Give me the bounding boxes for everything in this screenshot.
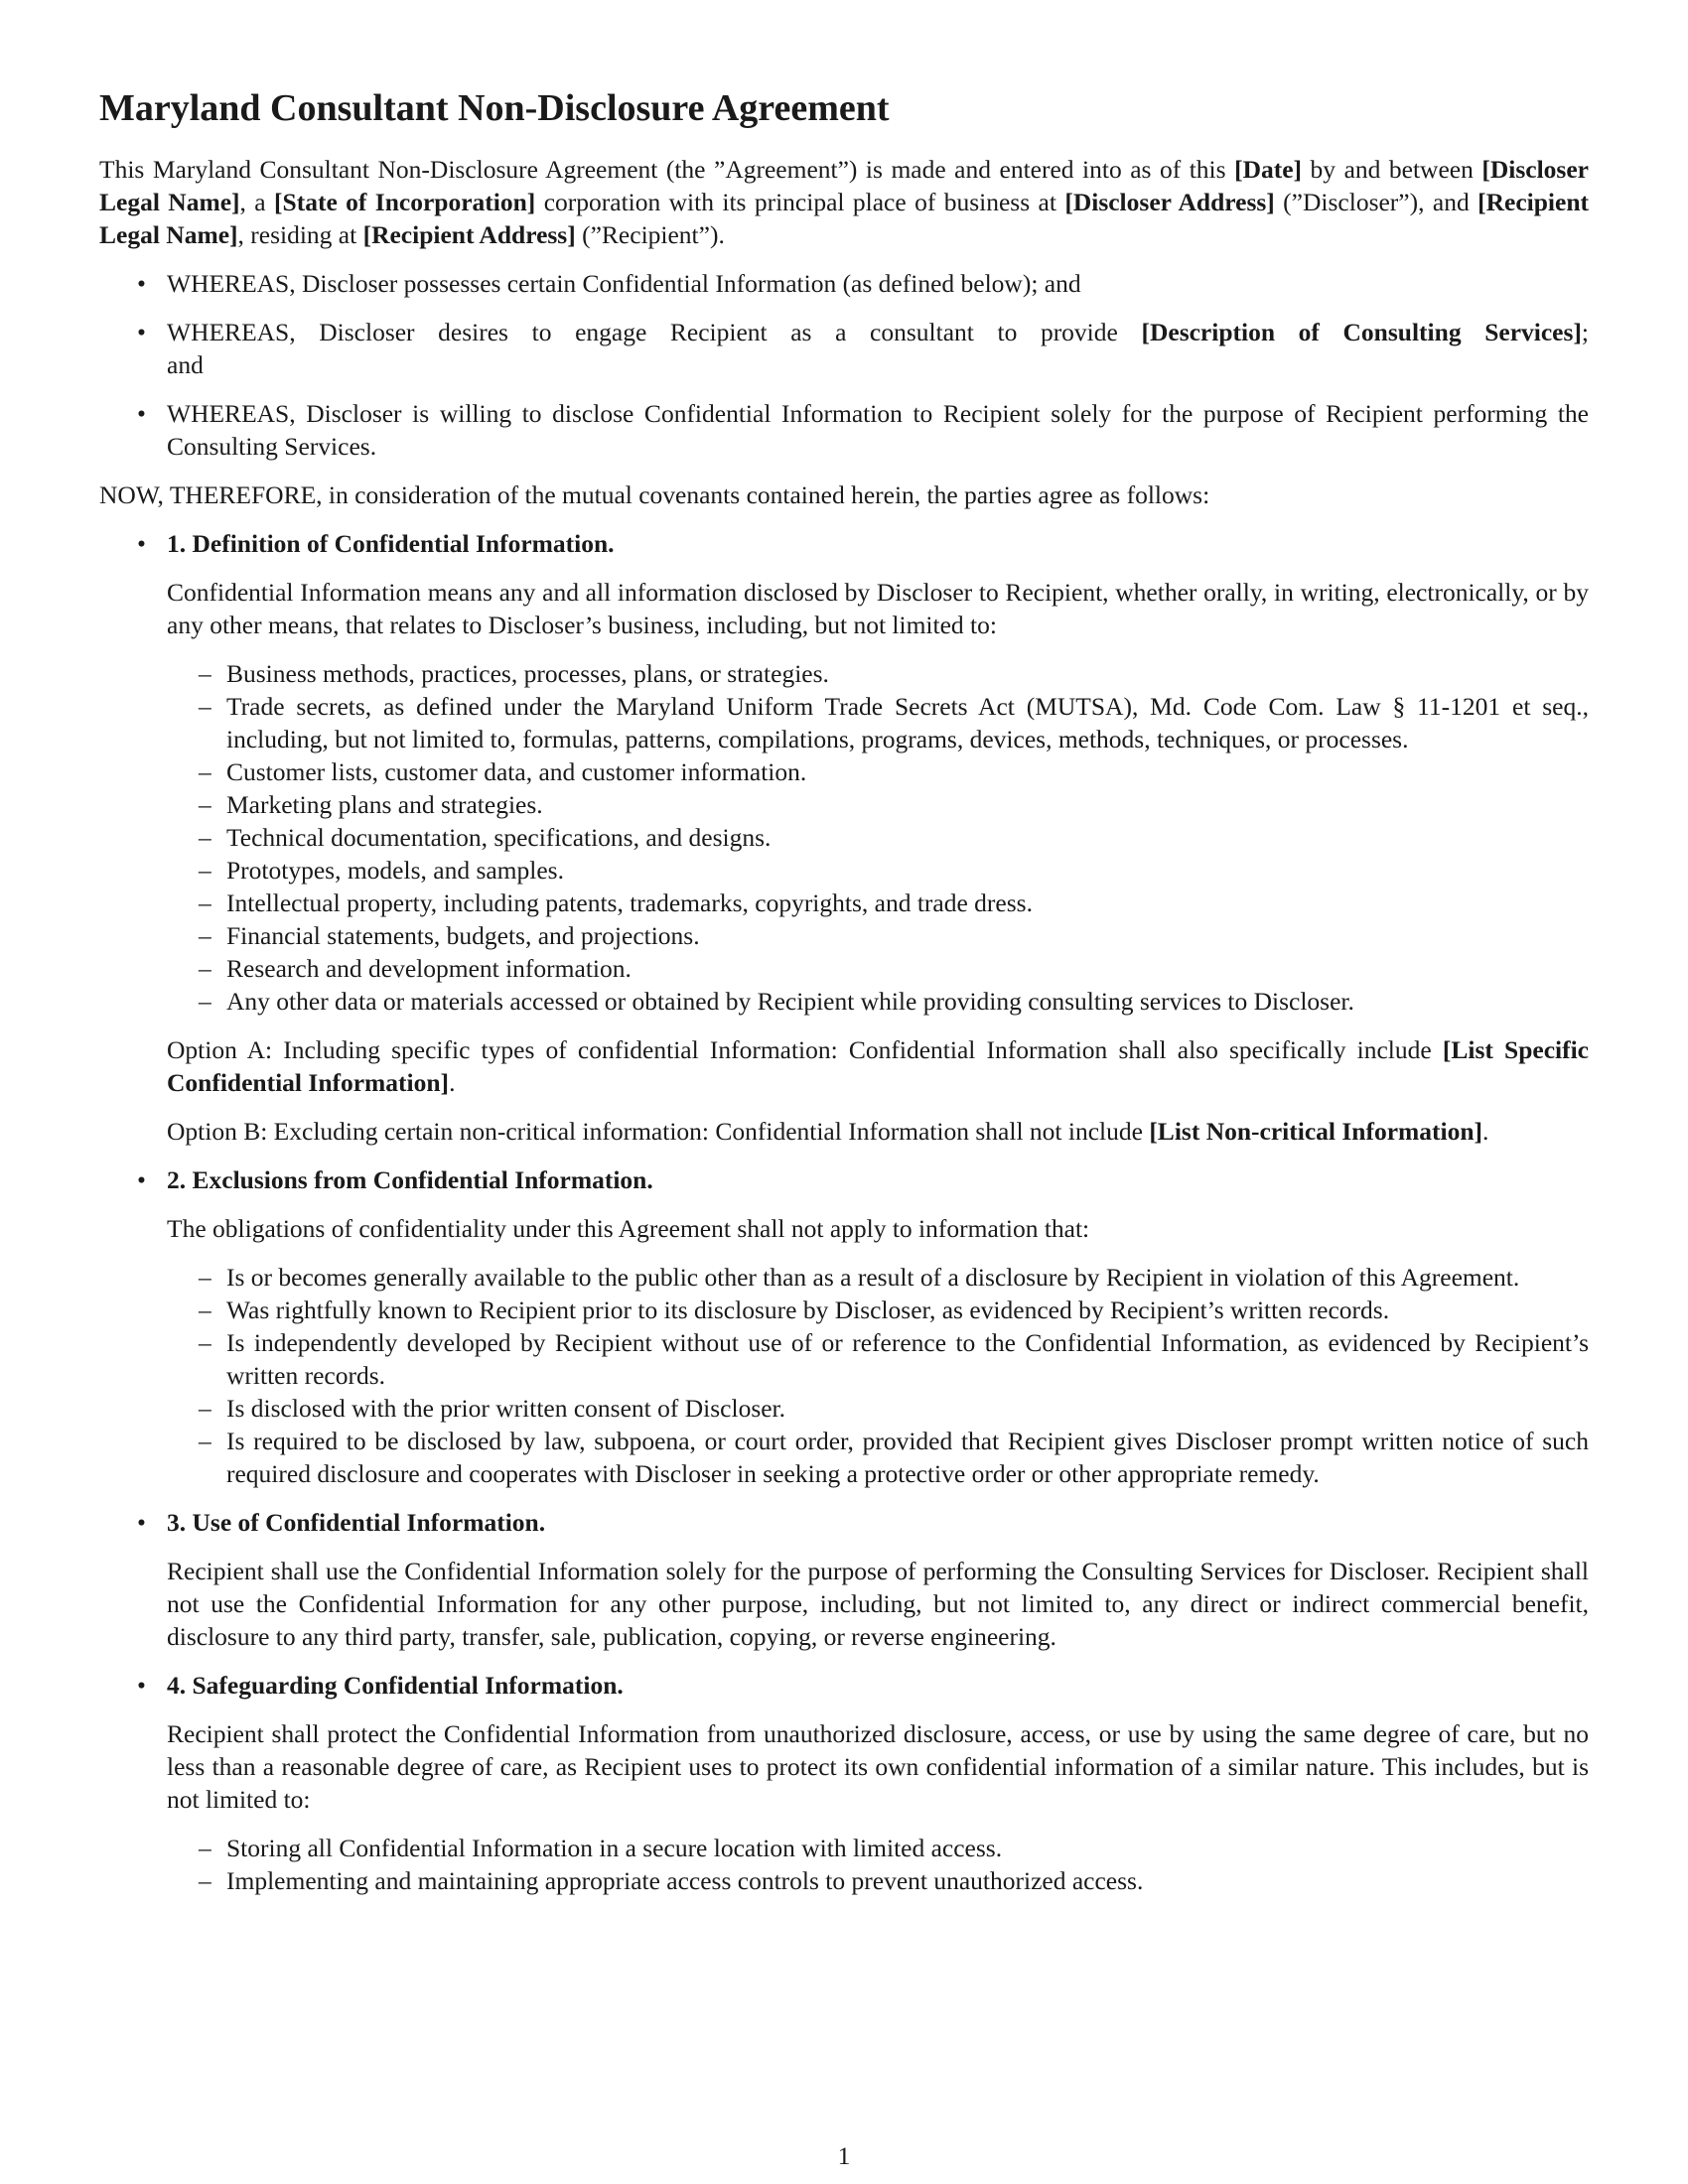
list-item: – Is or becomes generally available to the public other than as a result of a disclosure by Recipient in violation of this Agreement.: [167, 1261, 1589, 1294]
list-item: – Intellectual property, including patents, trademarks, copyrights, and trade dress.: [167, 887, 1589, 919]
option-b-end: .: [1482, 1117, 1489, 1146]
option-a-end: .: [449, 1068, 456, 1097]
list-item: – Research and development information.: [167, 952, 1589, 985]
section-heading: • 2. Exclusions from Confidential Information.: [167, 1165, 653, 1194]
section-heading: • 4. Safeguarding Confidential Information.: [167, 1671, 624, 1700]
recipient-name-placeholder: [Recipient Legal Name]: [99, 188, 1589, 249]
intro-text: This Maryland Consultant Non-Disclosure Agreement (the ”Agreement”) is made and entered into as of this: [99, 155, 1235, 184]
list-item: – Is disclosed with the prior written consent of Discloser.: [167, 1392, 1589, 1425]
recital-item: [99, 267, 1589, 300]
recital-text-line: [167, 316, 1589, 348]
section-heading: • 1. Definition of Confidential Information.: [167, 529, 615, 558]
section-paragraph: The obligations of confidentiality under this Agreement shall not apply to information that:: [167, 1214, 1090, 1243]
recital-item: [99, 397, 1589, 463]
intro-paragraph: [99, 153, 1589, 251]
option-a-paragraph: [167, 1033, 1589, 1099]
sections-list: [99, 527, 1589, 1897]
list-item: – Business methods, practices, processes, plans, or strategies.: [167, 657, 1589, 690]
consulting-services-placeholder: [Description of Consulting Services]: [1141, 318, 1582, 346]
section-2: [99, 1163, 1589, 1490]
document-title: Maryland Consultant Non-Disclosure Agreement: [99, 87, 890, 129]
option-b-text: Option B: Excluding certain non-critical information: Confidential Information shall not include: [167, 1117, 1150, 1146]
recital-item: [99, 316, 1589, 381]
section-paragraph: Recipient shall use the Confidential Information solely for the purpose of performing the Consulting Services for Discloser. Recipient shall not use the Confidential Information for any other purpose, including, but not limited to, any direct or indirect commercial benefit, disclosure to any third party, transfer, sale, publication, copying, or reverse engineering.: [167, 1557, 1589, 1651]
section-4: [99, 1669, 1589, 1897]
intro-text: (”Recipient”).: [575, 220, 725, 249]
list-item: – Customer lists, customer data, and customer information.: [167, 755, 1589, 788]
page-number: 1: [837, 2141, 851, 2170]
intro-text: corporation with its principal place of business at: [535, 188, 1065, 216]
option-a-text: Option A: Including specific types of confidential Information: Confidential Information shall also specifically include: [167, 1035, 1443, 1064]
list-item: – Storing all Confidential Information in a secure location with limited access.: [167, 1832, 1589, 1864]
recital-text: and: [167, 350, 204, 379]
safeguards-list: [167, 1832, 1589, 1897]
definition-list: [167, 657, 1589, 1018]
option-b-paragraph: [167, 1115, 1589, 1148]
discloser-address-placeholder: [Discloser Address]: [1064, 188, 1275, 216]
recipient-address-placeholder: [Recipient Address]: [362, 220, 576, 249]
list-item: – Prototypes, models, and samples.: [167, 854, 1589, 887]
exclusions-list: [167, 1261, 1589, 1490]
list-item: – Is independently developed by Recipient without use of or reference to the Confidential Information, as evidenced by Recipient’s written records.: [167, 1326, 1589, 1392]
list-item: – Marketing plans and strategies.: [167, 788, 1589, 821]
list-item: – Implementing and maintaining appropriate access controls to prevent unauthorized access.: [167, 1864, 1589, 1897]
option-a-placeholder: [List Specific Confidential Information]: [167, 1035, 1589, 1097]
document-body: [99, 85, 1589, 1913]
recitals-list: [99, 267, 1589, 463]
list-item: – Trade secrets, as defined under the Maryland Uniform Trade Secrets Act (MUTSA), Md. Code Com. Law § 11-1201 et seq., including, but not limited to, formulas, patterns, compilations, programs, devices, methods, techniques, or processes.: [167, 690, 1589, 755]
recital-text: WHEREAS, Discloser desires to engage Recipient as a consultant to provide: [167, 318, 1142, 346]
section-1: [99, 527, 1589, 1148]
intro-text: , a: [239, 188, 275, 216]
date-placeholder: [Date]: [1234, 155, 1303, 184]
list-item: – Financial statements, budgets, and projections.: [167, 919, 1589, 952]
intro-text: by and between: [1302, 155, 1482, 184]
list-item: – Any other data or materials accessed or obtained by Recipient while providing consulting services to Discloser.: [167, 985, 1589, 1018]
discloser-name-placeholder: [Discloser Legal Name]: [99, 155, 1589, 216]
list-item: – Was rightfully known to Recipient prior to its disclosure by Discloser, as evidenced by Recipient’s written records.: [167, 1294, 1589, 1326]
section-paragraph: Confidential Information means any and all information disclosed by Discloser to Recipient, whether orally, in writing, electronically, or by any other means, that relates to Discloser’s business, including, but not limited to:: [167, 578, 1589, 639]
recital-text: • WHEREAS, Discloser possesses certain Confidential Information (as defined below); and: [167, 269, 1081, 298]
recital-punct: ;: [1581, 318, 1589, 346]
recital-text: • WHEREAS, Discloser is willing to disclose Confidential Information to Recipient solely for the purpose of Recipient performing the Consulting Services.: [167, 399, 1589, 461]
intro-text: (”Discloser”), and: [1274, 188, 1478, 216]
list-item: – Is required to be disclosed by law, subpoena, or court order, provided that Recipient gives Discloser prompt written notice of such required disclosure and cooperates with Discloser in seeking a protective order or other appropriate remedy.: [167, 1425, 1589, 1490]
section-3: [99, 1506, 1589, 1653]
section-heading: • 3. Use of Confidential Information.: [167, 1508, 546, 1537]
intro-text: , residing at: [237, 220, 363, 249]
now-therefore-paragraph: NOW, THEREFORE, in consideration of the mutual covenants contained herein, the parties agree as follows:: [99, 480, 1210, 509]
list-item: – Technical documentation, specifications, and designs.: [167, 821, 1589, 854]
section-paragraph: Recipient shall protect the Confidential Information from unauthorized disclosure, access, or use by using the same degree of care, but no less than a reasonable degree of care, as Recipient uses to protect its own confidential information of a similar nature. This includes, but is not limited to:: [167, 1719, 1589, 1814]
option-b-placeholder: [List Non-critical Information]: [1149, 1117, 1483, 1146]
state-placeholder: [State of Incorporation]: [274, 188, 536, 216]
